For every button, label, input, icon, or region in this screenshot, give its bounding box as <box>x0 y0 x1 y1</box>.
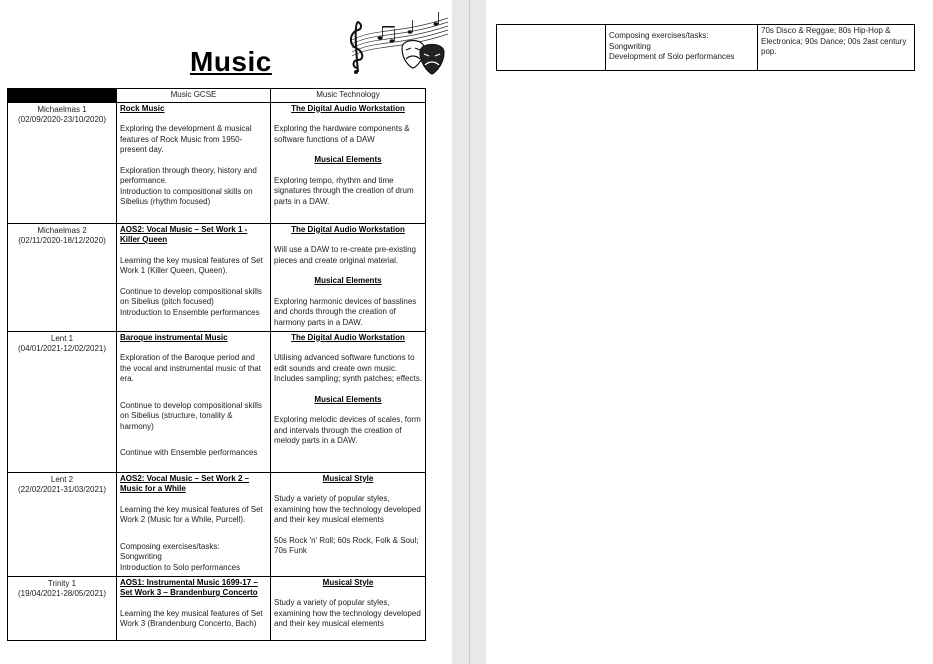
table-row <box>8 331 426 472</box>
tech-cell <box>271 331 426 472</box>
gcse-text: Continue to develop compositional skills on Sibelius (pitch focused) <box>120 286 262 306</box>
term-dates: (02/11/2020-18/12/2020) <box>18 236 106 245</box>
gcse-text: Songwriting <box>609 41 651 51</box>
tech-cell <box>271 576 426 640</box>
term-cell <box>8 576 117 640</box>
page-separator <box>469 0 470 664</box>
tech-text: Exploring melodic devices of scales, form and intervals through the creation of melody parts in a DAW. <box>274 415 421 445</box>
gcse-text: Learning the key musical features of Set Work 3 (Brandenburg Concerto, Bach) <box>120 608 263 628</box>
header-cell-term <box>8 89 117 103</box>
term-name: Lent 1 <box>50 333 74 343</box>
gcse-cell <box>117 102 271 223</box>
gcse-text: Composing exercises/tasks: <box>609 31 709 40</box>
gcse-cell <box>117 331 271 472</box>
tech-heading: Musical Style <box>322 577 374 587</box>
tech-heading: Musical Elements <box>314 155 382 164</box>
curriculum-table <box>7 88 426 641</box>
tech-heading: Musical Style <box>322 473 374 483</box>
tech-cell: 70s Disco & Reggae; 80s Hip-Hop & Electronica; 90s Dance; 00s 2ast century pop. <box>758 25 915 71</box>
tech-text: 50s Rock 'n' Roll; 60s Rock, Folk & Soul; 70s Funk <box>274 535 419 555</box>
gcse-cell <box>117 223 271 331</box>
gcse-text: Continue with Ensemble performances <box>120 448 258 457</box>
term-name: Trinity 1 <box>47 578 77 588</box>
term-name: Michaelmas 1 <box>37 104 87 114</box>
gcse-cell <box>606 25 758 71</box>
tech-heading: The Digital Audio Workstation <box>291 224 405 234</box>
term-cell <box>8 472 117 576</box>
continuation-table <box>496 24 915 71</box>
gcse-text: Introduction to Ensemble performances <box>120 307 260 317</box>
gcse-heading: AOS1: Instrumental Music 1699-17 – Set Work 3 – Brandenburg Concerto <box>120 577 258 597</box>
tech-text: Utilising advanced software functions to edit sounds and create own music. Includes sampling; synth patches; effects. <box>274 353 422 383</box>
table-row <box>497 25 915 71</box>
gcse-text: Exploring the development & musical features of Rock Music from 1950-present day. <box>120 124 252 154</box>
gcse-text: Development of Solo performances <box>609 52 735 61</box>
gcse-heading: AOS2: Vocal Music – Set Work 1 - Killer Queen <box>120 224 248 244</box>
gcse-cell <box>117 576 271 640</box>
header-cell-gcse: Music GCSE <box>117 89 271 103</box>
gcse-cell <box>117 472 271 576</box>
gcse-text: Songwriting <box>120 552 162 561</box>
gcse-text: Composing exercises/tasks: <box>120 541 220 551</box>
term-cell <box>8 331 117 472</box>
tech-text: Study a variety of popular styles, examining how the technology developed and their key musical elements <box>274 598 421 628</box>
tech-text: Exploring tempo, rhythm and time signatures through the creation of drum parts in a DAW. <box>274 175 414 206</box>
tech-text: Exploring the hardware components & software functions of a DAW <box>274 124 410 144</box>
tech-text: Exploring harmonic devices of basslines and chords through the creation of harmony parts in a DAW. <box>274 296 417 327</box>
table-header-row <box>8 89 426 103</box>
gcse-text: Learning the key musical features of Set Work 1 (Killer Queen, Queen). <box>120 255 263 275</box>
tech-text: Study a variety of popular styles, examining how the technology developed and their key musical elements <box>274 494 421 524</box>
term-dates: (19/04/2021-28/05/2021) <box>17 589 107 598</box>
table-row <box>8 223 426 331</box>
term-name: Lent 2 <box>50 474 74 484</box>
table-row <box>8 576 426 640</box>
tech-cell <box>271 472 426 576</box>
gcse-heading: Rock Music <box>120 103 165 113</box>
tech-heading: The Digital Audio Workstation <box>291 103 405 113</box>
term-dates: (22/02/2021-31/03/2021) <box>17 485 107 494</box>
term-dates: (04/01/2021-12/02/2021) <box>17 344 107 353</box>
gcse-text: Learning the key musical features of Set Work 2 (Music for a While, Purcell). <box>120 504 263 524</box>
table-row <box>8 472 426 576</box>
tech-cell <box>271 223 426 331</box>
gcse-text: Continue to develop compositional skills on Sibelius (structure, tonality & harmony) <box>120 400 262 431</box>
term-cell <box>8 223 117 331</box>
tech-heading: Musical Elements <box>314 276 382 285</box>
tech-cell <box>271 102 426 223</box>
page-title: Music <box>190 46 272 77</box>
header-cell-tech: Music Technology <box>271 89 426 103</box>
tech-text: Will use a DAW to re-create pre-existing pieces and create original material. <box>274 245 416 265</box>
term-cell <box>497 25 606 71</box>
gcse-heading: Baroque instrumental Music <box>120 332 228 342</box>
table-row <box>8 102 426 223</box>
tech-heading: The Digital Audio Workstation <box>291 332 405 342</box>
gcse-text: Introduction to compositional skills on Sibelius (rhythm focused) <box>120 186 253 206</box>
gcse-text: Introduction to Solo performances <box>120 562 241 572</box>
term-name: Michaelmas 2 <box>37 225 87 235</box>
gcse-heading: AOS2: Vocal Music – Set Work 2 – Music for a While <box>120 473 250 493</box>
tech-heading: Musical Elements <box>314 394 382 404</box>
music-masks-logo-icon <box>340 10 455 78</box>
document-page-1 <box>0 0 452 664</box>
term-dates: (02/09/2020-23/10/2020) <box>17 115 107 124</box>
gcse-text: Exploration through theory, history and performance. <box>120 165 257 185</box>
gcse-text: Exploration of the Baroque period and the vocal and instrumental music of that era. <box>120 353 261 383</box>
term-cell <box>8 102 117 223</box>
document-page-2 <box>486 0 933 664</box>
